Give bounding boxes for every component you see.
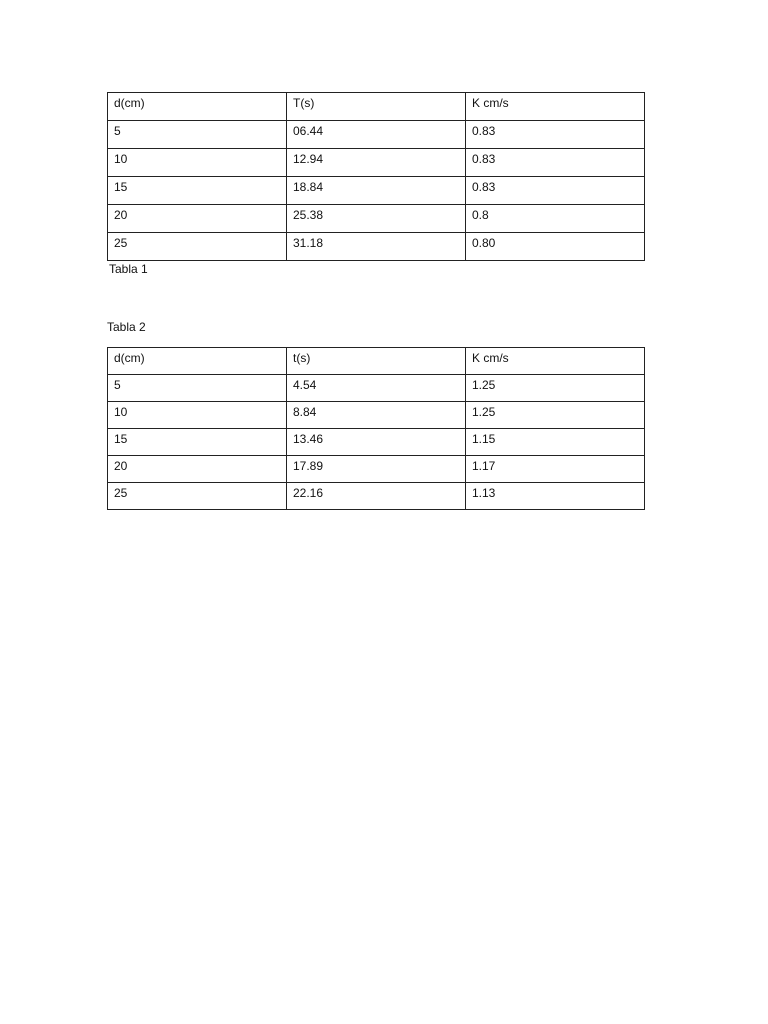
column-header-time: t(s) <box>287 348 466 375</box>
data-table-1 <box>107 92 645 261</box>
column-header-k: K cm/s <box>466 348 645 375</box>
column-header-distance: d(cm) <box>108 93 287 121</box>
table-cell: 18.84 <box>287 177 466 205</box>
column-header-k: K cm/s <box>466 93 645 121</box>
table-cell: 5 <box>108 375 287 402</box>
table-cell: 0.8 <box>466 205 645 233</box>
table-cell: 10 <box>108 149 287 177</box>
table-row <box>108 205 645 233</box>
table-cell: 0.83 <box>466 149 645 177</box>
table-cell: 0.83 <box>466 177 645 205</box>
table-cell: 31.18 <box>287 233 466 261</box>
table-cell: 17.89 <box>287 456 466 483</box>
table-cell: 22.16 <box>287 483 466 510</box>
table-cell: 15 <box>108 429 287 456</box>
table-row <box>108 483 645 510</box>
table-cell: 0.80 <box>466 233 645 261</box>
table-row <box>108 177 645 205</box>
column-header-distance: d(cm) <box>108 348 287 375</box>
table-row <box>108 402 645 429</box>
table-cell: 15 <box>108 177 287 205</box>
table-cell: 1.13 <box>466 483 645 510</box>
table-cell: 1.17 <box>466 456 645 483</box>
table-cell: 1.25 <box>466 375 645 402</box>
table-header-row <box>108 348 645 375</box>
table-cell: 1.25 <box>466 402 645 429</box>
table-row <box>108 121 645 149</box>
table-header-row <box>108 93 645 121</box>
table-cell: 13.46 <box>287 429 466 456</box>
table-cell: 25 <box>108 483 287 510</box>
table-cell: 8.84 <box>287 402 466 429</box>
table-cell: 25 <box>108 233 287 261</box>
table-cell: 0.83 <box>466 121 645 149</box>
table-row <box>108 456 645 483</box>
table-1-caption: Tabla 1 <box>109 262 148 276</box>
table-2-caption: Tabla 2 <box>107 320 146 334</box>
table-cell: 1.15 <box>466 429 645 456</box>
table-cell: 06.44 <box>287 121 466 149</box>
table-cell: 5 <box>108 121 287 149</box>
table-cell: 20 <box>108 456 287 483</box>
column-header-time: T(s) <box>287 93 466 121</box>
table-cell: 12.94 <box>287 149 466 177</box>
table-cell: 25.38 <box>287 205 466 233</box>
table-cell: 20 <box>108 205 287 233</box>
data-table-2 <box>107 347 645 510</box>
table-cell: 4.54 <box>287 375 466 402</box>
table-cell: 10 <box>108 402 287 429</box>
table-row <box>108 149 645 177</box>
table-row <box>108 375 645 402</box>
table-row <box>108 429 645 456</box>
table-row <box>108 233 645 261</box>
